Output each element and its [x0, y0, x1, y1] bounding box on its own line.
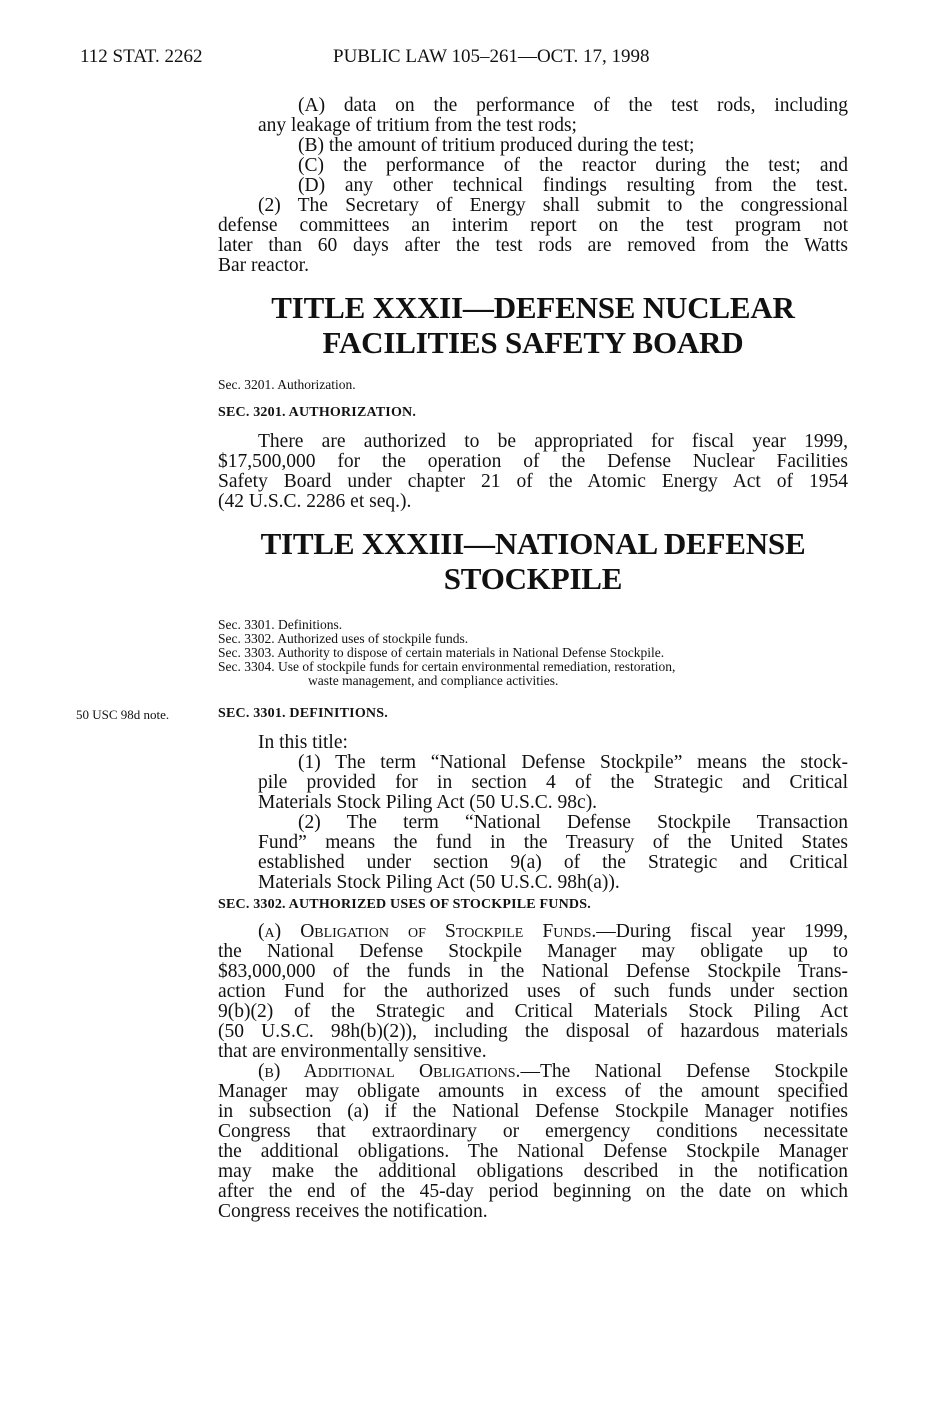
sec-3302-b-line: Congress receives the notification. — [218, 1201, 488, 1222]
sec-3201-line: There are authorized to be appropriated for fiscal year 1999, — [258, 431, 848, 452]
public-law-running-head: PUBLIC LAW 105–261—OCT. 17, 1998 — [333, 46, 650, 67]
title-xxxii-line2: FACILITIES SAFETY BOARD — [322, 325, 744, 360]
toc-entry: Sec. 3303. Authority to dispose of certain materials in National Defense Stockpile. — [218, 645, 665, 660]
title-xxxii-toc — [218, 378, 848, 392]
title-xxxiii-toc — [218, 618, 848, 688]
sec-3301-line: (1) The term “National Defense Stockpile” means the stock- — [298, 752, 848, 773]
sec-3301-line: (2) The term “National Defense Stockpile Transaction — [298, 812, 848, 833]
title-xxxiii-line1: TITLE XXXIII—NATIONAL DEFENSE — [260, 526, 806, 561]
sec-3302-a-line: 9(b)(2) of the Strategic and Critical Materials Stock Piling Act — [218, 1001, 848, 1022]
item-a-line2: any leakage of tritium from the test rods; — [258, 115, 577, 136]
item-c: (C) the performance of the reactor during the test; and — [298, 155, 848, 176]
para2-line1: (2) The Secretary of Energy shall submit to the congressional — [258, 195, 848, 216]
toc-entry-continued: waste management, and compliance activities. — [308, 673, 559, 688]
sec-3301-line: established under section 9(a) of the Strategic and Critical — [258, 852, 848, 873]
sec-3302-b-line: in subsection (a) if the National Defense Stockpile Manager notifies — [218, 1101, 848, 1122]
sec-3301-line: In this title: — [258, 732, 348, 753]
sec-3302-a-line1: (a) Obligation of Stockpile Funds.—During fiscal year 1999, — [258, 921, 848, 942]
title-xxxii-line1: TITLE XXXII—DEFENSE NUCLEAR — [271, 290, 795, 325]
sec-3302-a-line: (50 U.S.C. 98h(b)(2)), including the disposal of hazardous materials — [218, 1021, 848, 1042]
sec-3301-line: Materials Stock Piling Act (50 U.S.C. 98c). — [258, 792, 598, 813]
sec-3302-b-line: the additional obligations. The National Defense Stockpile Manager — [218, 1141, 848, 1162]
sec-3301-body — [218, 733, 848, 893]
sec-3302-b-line: may make the additional obligations described in the notification — [218, 1161, 848, 1182]
sec-3302-a-line: that are environmentally sensitive. — [218, 1041, 487, 1062]
sec-3201-line: $17,500,000 for the operation of the Defense Nuclear Facilities — [218, 451, 848, 472]
title-xxxiii-heading — [218, 526, 848, 596]
item-b: (B) the amount of tritium produced during the test; — [298, 135, 695, 156]
sec-3301-line: Fund” means the fund in the Treasury of the United States — [258, 832, 848, 853]
para2-line4: Bar reactor. — [218, 255, 309, 276]
margin-note: 50 USC 98d note. — [76, 707, 170, 722]
toc-entry: Sec. 3301. Definitions. — [218, 617, 343, 632]
subsection-b-label: (b) Additional Obligations. — [258, 1061, 521, 1082]
sec-3302-heading: SEC. 3302. AUTHORIZED USES OF STOCKPILE FUNDS. — [218, 897, 591, 912]
sec-3302-b-line: Congress that extraordinary or emergency conditions necessitate — [218, 1121, 848, 1142]
intro-block — [218, 96, 848, 276]
sec-3302-b-line: Manager may obligate amounts in excess of the amount specified — [218, 1081, 848, 1102]
sec-3302-a-line: the National Defense Stockpile Manager may obligate up to — [218, 941, 848, 962]
page-header — [0, 46, 948, 78]
sec-3302-b-line: after the end of the 45-day period beginning on the date on which — [218, 1181, 848, 1202]
sec-3201-line: (42 U.S.C. 2286 et seq.). — [218, 491, 412, 512]
toc-entry: Sec. 3201. Authorization. — [218, 377, 356, 392]
sec-3301-line: pile provided for in section 4 of the Strategic and Critical — [258, 772, 848, 793]
sec-3201-body — [218, 432, 848, 512]
sec-3302-body — [218, 922, 848, 1222]
statute-page-number: 112 STAT. 2262 — [80, 46, 203, 67]
toc-entry: Sec. 3304. Use of stockpile funds for certain environmental remediation, restoration, — [218, 659, 676, 674]
title-xxxii-heading — [218, 290, 848, 360]
item-d: (D) any other technical findings resulting from the test. — [298, 175, 848, 196]
sec-3302-b-line1: (b) Additional Obligations.—The National Defense Stockpile — [258, 1061, 849, 1082]
toc-entry: Sec. 3302. Authorized uses of stockpile funds. — [218, 631, 469, 646]
sec-3301-line: Materials Stock Piling Act (50 U.S.C. 98h(a)). — [258, 872, 620, 893]
item-a-line1: (A) data on the performance of the test rods, including — [298, 95, 848, 116]
sec-3302-a-line: $83,000,000 of the funds in the National Defense Stockpile Trans- — [218, 961, 848, 982]
sec-3201-line: Safety Board under chapter 21 of the Atomic Energy Act of 1954 — [218, 471, 848, 492]
sec-3301-heading: SEC. 3301. DEFINITIONS. — [218, 706, 388, 721]
para2-line2: defense committees an interim report on the test program not — [218, 215, 848, 236]
para2-line3: later than 60 days after the test rods are removed from the Watts — [218, 235, 848, 256]
subsection-a-label: (a) Obligation of Stockpile Funds. — [258, 921, 597, 942]
title-xxxiii-line2: STOCKPILE — [443, 561, 623, 596]
sec-3201-heading: SEC. 3201. AUTHORIZATION. — [218, 405, 417, 420]
sec-3302-a-line: action Fund for the authorized uses of such funds under section — [218, 981, 848, 1002]
